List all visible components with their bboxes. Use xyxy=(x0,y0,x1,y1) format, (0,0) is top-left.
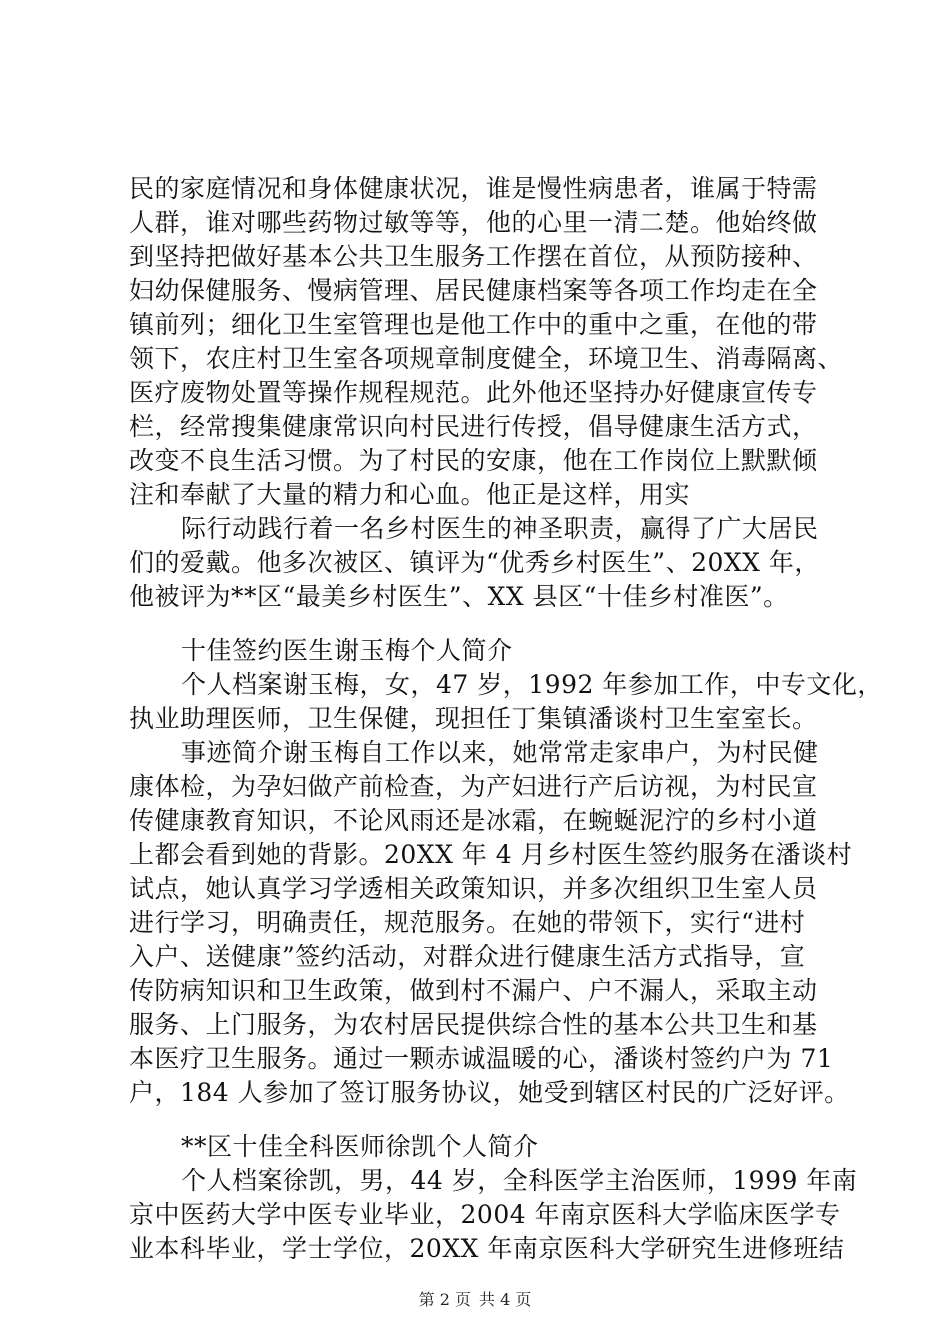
text-line: 事迹简介谢玉梅自工作以来，她常常走家串户，为村民健 xyxy=(181,738,819,767)
text-line: 个人档案谢玉梅，女，47 岁，1992 年参加工作，中专文化， xyxy=(181,670,883,699)
text-line: 户，184 人参加了签订服务协议，她受到辖区村民的广泛好评。 xyxy=(129,1078,850,1107)
text-line: 传防病知识和卫生政策，做到村不漏户、户不漏人，采取主动 xyxy=(129,976,818,1005)
paragraph-gap xyxy=(129,614,829,634)
paragraph-honors xyxy=(129,512,829,614)
document-body xyxy=(129,172,883,1266)
paragraph-gap xyxy=(129,1110,829,1130)
page-number: 第 2 页 xyxy=(418,1290,471,1309)
text-line: 本医疗卫生服务。通过一颗赤诚温暖的心，潘谈村签约户为 71 xyxy=(129,1044,834,1073)
text-line: 民的家庭情况和身体健康状况，谁是慢性病患者，谁属于特需 xyxy=(129,174,818,203)
text-line: 个人档案徐凯，男，44 岁，全科医学主治医师，1999 年南 xyxy=(181,1166,858,1195)
text-line: 们的爱戴。他多次被区、镇评为“优秀乡村医生”、20XX 年， xyxy=(129,548,820,577)
page-total: 共 4 页 xyxy=(479,1290,532,1309)
section-xu-kai xyxy=(129,1130,858,1266)
text-line: 业本科毕业，学士学位，20XX 年南京医科大学研究生进修班结 xyxy=(129,1234,845,1263)
text-line: 领下，农庄村卫生室各项规章制度健全，环境卫生、消毒隔离、 xyxy=(129,344,844,373)
text-line: 入户、送健康”签约活动，对群众进行健康生活方式指导，宣 xyxy=(129,942,806,971)
text-line: 试点，她认真学习学透相关政策知识，并多次组织卫生室人员 xyxy=(129,874,818,903)
text-line: 上都会看到她的背影。20XX 年 4 月乡村医生签约服务在潘谈村 xyxy=(129,840,853,869)
paragraph-continued xyxy=(129,172,844,512)
text-line: 传健康教育知识，不论风雨还是冰霜，在蜿蜒泥泞的乡村小道 xyxy=(129,806,818,835)
page-footer xyxy=(0,1290,950,1310)
text-line: 注和奉献了大量的精力和心血。他正是这样，用实 xyxy=(129,480,691,509)
text-line: 人群，谁对哪些药物过敏等等，他的心里一清二楚。他始终做 xyxy=(129,208,818,237)
text-line: 际行动践行着一名乡村医生的神圣职责，赢得了广大居民 xyxy=(181,514,819,543)
section-title: 十佳签约医生谢玉梅个人简介 xyxy=(181,636,513,665)
section-title: **区十佳全科医师徐凯个人简介 xyxy=(181,1132,539,1161)
text-line: 栏，经常搜集健康常识向村民进行传授，倡导健康生活方式， xyxy=(129,412,818,441)
text-line: 到坚持把做好基本公共卫生服务工作摆在首位，从预防接种、 xyxy=(129,242,818,271)
text-line: 执业助理医师，卫生保健，现担任丁集镇潘谈村卫生室室长。 xyxy=(129,704,818,733)
text-line: 康体检，为孕妇做产前检查，为产妇进行产后访视，为村民宣 xyxy=(129,772,818,801)
text-line: 他被评为**区“最美乡村医生”、XX 县区“十佳乡村准医”。 xyxy=(129,582,789,611)
text-line: 镇前列；细化卫生室管理也是他工作中的重中之重，在他的带 xyxy=(129,310,818,339)
text-line: 服务、上门服务，为农村居民提供综合性的基本公共卫生和基 xyxy=(129,1010,818,1039)
text-line: 改变不良生活习惯。为了村民的安康，他在工作岗位上默默倾 xyxy=(129,446,818,475)
text-line: 京中医药大学中医专业毕业，2004 年南京医科大学临床医学专 xyxy=(129,1200,841,1229)
text-line: 妇幼保健服务、慢病管理、居民健康档案等各项工作均走在全 xyxy=(129,276,818,305)
section-xie-yumei xyxy=(129,634,883,1110)
text-line: 医疗废物处置等操作规程规范。此外他还坚持办好健康宣传专 xyxy=(129,378,818,407)
text-line: 进行学习，明确责任，规范服务。在她的带领下，实行“进村 xyxy=(129,908,806,937)
